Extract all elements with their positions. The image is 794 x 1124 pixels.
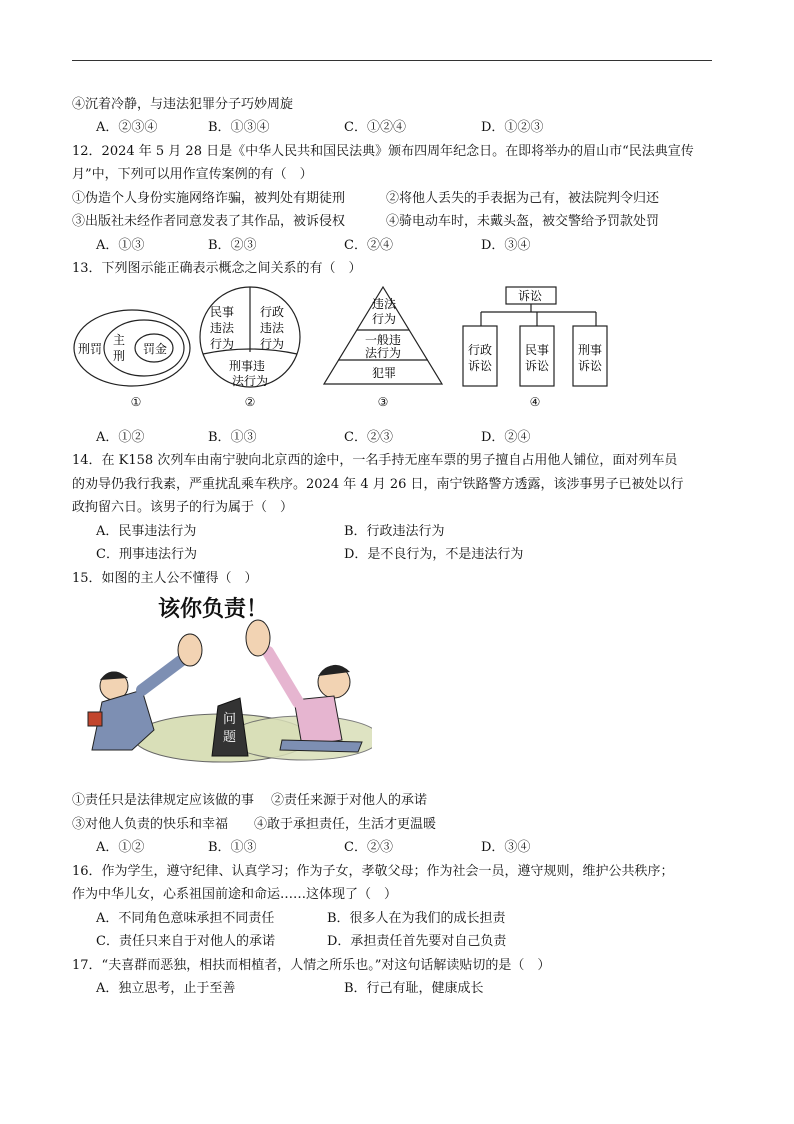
q13-option-c[interactable]: C．②③ [344,430,393,445]
q15-option-a[interactable]: A．①② [96,840,145,855]
q15-option-d[interactable]: D．③④ [481,840,531,855]
d2-bottom-2: 法行为 [232,374,269,388]
q14-option-d[interactable]: D．是不良行为，不是违法行为 [344,547,524,562]
q14-stem-line2: 的劝导仍我行我素，严重扰乱乘车秩序。2024 年 4 月 26 日，南宁铁路警方透露，该涉事男子已被处以行 [72,477,684,492]
d4-number: ④ [529,395,541,409]
d2-right-3: 行为 [260,337,285,351]
d1-number: ① [130,395,142,409]
q13-stem: 13．下列图示能正确表示概念之间关系的有（ ） [72,261,362,276]
q15-item3: ③对他人负责的快乐和幸福 [72,817,229,832]
q16-option-b[interactable]: B．很多人在为我们的成长担责 [327,911,506,926]
q13-diagram-1 [72,300,192,388]
q12-option-a[interactable]: A．①③ [96,238,145,253]
stone-text-1: 问 [223,712,237,727]
q12-option-d[interactable]: D．③④ [481,238,531,253]
q14-stem-line3: 政拘留六日。该男子的行为属于（ ） [72,500,294,515]
d4-root: 诉讼 [518,289,543,303]
q12-stem-line1: 12．2024 年 5 月 28 日是《中华人民共和国民法典》颁布四周年纪念日。在即将举办的眉山市“民法典宣传 [72,144,694,159]
d3-top-1: 违法 [372,297,397,311]
stone-text-2: 题 [223,730,237,745]
q13-option-a[interactable]: A．①② [96,430,145,445]
q12-option-b[interactable]: B．②③ [208,238,257,253]
q16-stem-line1: 16．作为学生，遵守纪律、认真学习；作为子女，孝敬父母；作为社会一员，遵守规则，维护公共秩序； [72,864,674,879]
d2-left-1: 民事 [210,305,235,319]
q14-option-b[interactable]: B．行政违法行为 [344,524,445,539]
d4-child1-1: 行政 [468,343,493,357]
q12-option-c[interactable]: C．②④ [344,238,393,253]
q14-stem-line1: 14．在 K158 次列车由南宁驶向北京西的途中，一名手持无座车票的男子擅自占用他人铺位，面对列车员 [72,453,678,468]
d2-right-1: 行政 [260,305,285,319]
q14-option-a[interactable]: A．民事违法行为 [96,524,197,539]
q14-option-c[interactable]: C．刑事违法行为 [96,547,197,562]
d2-left-3: 行为 [210,337,235,351]
d2-number: ② [244,395,256,409]
d3-middle-2: 法行为 [365,346,402,360]
q12-item1: ①伪造个人身份实施网络诈骗，被判处有期徒刑 [72,191,346,206]
q11-option-d[interactable]: D．①②③ [481,120,544,135]
q15-stem: 15．如图的主人公不懂得（ ） [72,571,258,586]
q16-option-d[interactable]: D．承担责任首先要对自己负责 [327,934,507,949]
q16-option-c[interactable]: C．责任只来自于对他人的承诺 [96,934,275,949]
d1-mid-label2: 刑 [113,349,126,363]
d3-top-2: 行为 [372,312,397,326]
d1-outer-label: 刑罚 [78,342,103,356]
q15-cartoon [72,590,372,782]
q13-diagram-4 [460,284,610,392]
q12-stem-line2: 月”中，下列可以用作宣传案例的有（ ） [72,167,313,182]
d3-number: ③ [377,395,389,409]
cartoon-title: 该你负责！ [158,597,269,622]
q11-option-b[interactable]: B．①③④ [208,120,270,135]
q17-option-a[interactable]: A．独立思考，止于至善 [96,981,236,996]
q15-item1: ①责任只是法律规定应该做的事 [72,793,255,808]
header-rule [72,60,712,61]
d4-child1-2: 诉讼 [468,359,493,373]
q16-option-a[interactable]: A．不同角色意味承担不同责任 [96,911,275,926]
d3-middle-1: 一般违 [365,333,402,347]
d4-child3-2: 诉讼 [578,359,603,373]
d4-child2-1: 民事 [525,343,550,357]
q13-diagram-2 [195,282,305,392]
q15-item4: ④敢于承担责任，生活才更温暖 [254,817,437,832]
q12-item2: ②将他人丢失的手表据为己有，被法院判令归还 [386,191,660,206]
q13-diagram-3 [320,284,446,388]
d4-child2-2: 诉讼 [525,359,550,373]
d1-mid-label1: 主 [113,333,126,347]
q11-item4: ④沉着冷静，与违法犯罪分子巧妙周旋 [72,97,294,112]
q15-option-c[interactable]: C．②③ [344,840,393,855]
q17-option-b[interactable]: B．行己有耻，健康成长 [344,981,484,996]
d4-child3-1: 刑事 [578,343,603,357]
q12-item4: ④骑电动车时，未戴头盔，被交警给予罚款处罚 [386,214,660,229]
d3-bottom: 犯罪 [372,366,397,380]
q13-option-b[interactable]: B．①③ [208,430,257,445]
d2-right-2: 违法 [260,321,285,335]
q17-stem: 17．“夫喜群而恶独，相扶而相植者，人情之所乐也。”对这句话解读贴切的是（ ） [72,958,551,973]
d1-inner-label: 罚金 [143,342,168,356]
q13-option-d[interactable]: D．②④ [481,430,531,445]
d2-bottom-1: 刑事违 [229,359,266,373]
q15-option-b[interactable]: B．①③ [208,840,257,855]
d2-left-2: 违法 [210,321,235,335]
q16-stem-line2: 作为中华儿女，心系祖国前途和命运……这体现了（ ） [72,887,398,902]
q11-option-c[interactable]: C．①②④ [344,120,406,135]
q12-item3: ③出版社未经作者同意发表了其作品，被诉侵权 [72,214,346,229]
q11-option-a[interactable]: A．②③④ [96,120,158,135]
q15-item2: ②责任来源于对他人的承诺 [271,793,428,808]
